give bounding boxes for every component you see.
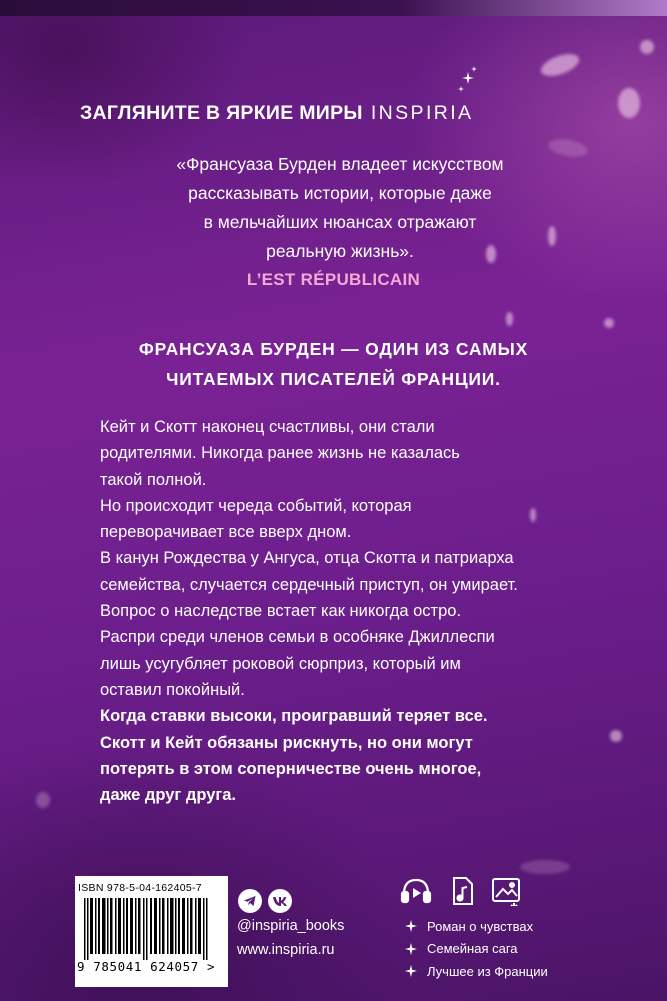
genre-item <box>405 938 548 961</box>
description-line: оставил покойный. <box>100 680 245 699</box>
publisher-brand: INSPIRIA <box>370 102 474 124</box>
description-bold-line: Скотт и Кейт обязаны рискнуть, но они могут <box>100 733 473 752</box>
description-bold-line: Когда ставки высоки, проигравший теряет все. <box>100 707 488 726</box>
quote-source: L’EST RÉPUBLICAIN <box>246 270 421 289</box>
series-header <box>80 102 473 130</box>
telegram-icon[interactable] <box>238 889 262 913</box>
description-line: Вопрос о наследстве встает как никогда остро. <box>100 602 462 621</box>
bokeh-light <box>36 792 50 808</box>
genre-label: Роман о чувствах <box>427 918 534 934</box>
author-tagline <box>0 334 667 394</box>
description-line: семейства, случается сердечный приступ, он умирает. <box>100 575 518 594</box>
website-link[interactable]: www.inspiria.ru <box>237 942 335 958</box>
description-line: Кейт и Скотт наконец счастливы, они стали <box>100 418 435 436</box>
isbn-label: ISBN 978-5-04-162405-7 <box>78 882 202 894</box>
barcode-panel <box>75 876 228 987</box>
description-bold-line: потерять в этом соперничестве очень многое, <box>100 759 482 778</box>
barcode-number: 9 785041 624057 > <box>77 959 216 974</box>
format-icons <box>400 874 530 906</box>
sparkle-icon <box>455 66 481 94</box>
bokeh-light <box>506 312 513 326</box>
description-line: Но происходит череда событий, которая <box>100 496 412 515</box>
bokeh-light <box>640 40 654 54</box>
description-line: переворачивает все вверх дном. <box>100 523 352 542</box>
quote-line: «Франсуаза Бурден владеет искусством <box>176 154 504 174</box>
genre-label: Семейная сага <box>427 941 518 957</box>
genre-list <box>405 915 548 983</box>
vk-icon[interactable] <box>268 889 292 913</box>
book-description <box>100 414 580 808</box>
social-links <box>238 889 292 913</box>
description-bold-line: даже друг друга. <box>100 786 237 805</box>
ebook-image-icon <box>493 879 519 906</box>
quote-line: рассказывать истории, которые даже <box>188 183 492 203</box>
quote-line: реальную жизнь». <box>266 241 414 261</box>
music-file-icon <box>454 878 472 904</box>
bokeh-light <box>618 88 640 118</box>
tagline-line: ЧИТАЕМЫХ ПИСАТЕЛЕЙ ФРАНЦИИ. <box>166 369 501 389</box>
sparkle-star-icon <box>405 943 417 955</box>
tagline-line: ФРАНСУАЗА БУРДЕН — ОДИН ИЗ САМЫХ <box>138 339 529 359</box>
description-line: родителями. Никогда ранее жизнь не казалась <box>100 444 460 463</box>
description-line: такой полной. <box>100 470 207 489</box>
bokeh-light <box>610 730 622 742</box>
genre-item <box>405 915 548 938</box>
barcode-icon <box>78 898 218 960</box>
top-edge-band <box>0 0 667 16</box>
description-line: В канун Рождества у Ангуса, отца Скотта и патриарха <box>100 549 514 568</box>
sparkle-star-icon <box>405 920 417 932</box>
description-line: лишь усугубляет роковой сюрприз, который им <box>100 654 461 673</box>
series-header-lead: ЗАГЛЯНИТЕ В ЯРКИЕ МИРЫ <box>80 102 363 124</box>
quote-line: в мельчайших нюансах отражают <box>203 212 477 232</box>
review-quote <box>120 150 560 266</box>
bokeh-light <box>520 860 570 874</box>
social-handle[interactable]: @inspiria_books <box>237 918 345 934</box>
bokeh-light <box>538 50 582 81</box>
audiobook-icon <box>402 880 430 902</box>
genre-item <box>405 960 548 983</box>
bokeh-light <box>604 318 614 328</box>
sparkle-star-icon <box>405 965 417 977</box>
description-line: Распри среди членов семьи в особняке Джиллеспи <box>100 628 495 647</box>
genre-label: Лучшее из Франции <box>427 963 548 979</box>
